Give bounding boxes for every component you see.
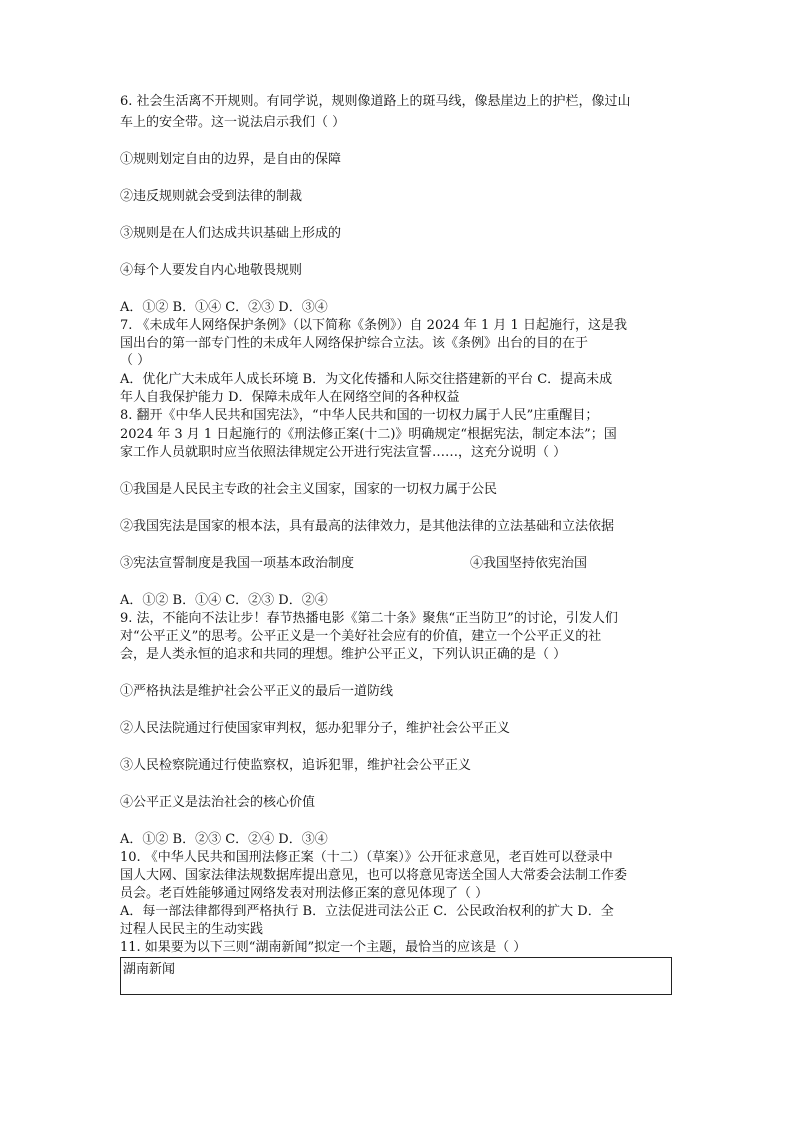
- q9-stem-line2: 对“公平正义”的思考。公平正义是一个美好社会应有的价值，建立一个公平正义的社: [120, 629, 602, 644]
- q9-option-1: ①严格执法是维护社会公平正义的最后一道防线: [120, 684, 394, 699]
- q10-stem-line2: 国人大网、国家法律法规数据库提出意见，也可以将意见寄送全国人大常委会法制工作委: [120, 868, 628, 883]
- q6-choices: A．①② B．①④ C．②③ D．③④: [120, 300, 328, 315]
- q8-choices: A．①② B．①④ C．②③ D．②④: [120, 593, 328, 608]
- q9-option-3: ③人民检察院通过行使监察权，追诉犯罪，维护社会公平正义: [120, 758, 472, 773]
- q6-option-2: ②违反规则就会受到法律的制裁: [120, 189, 303, 204]
- q7-stem-line1: 7. 《未成年人网络保护条例》（以下简称《条例》）自 2024 年 1 月 1 日起施行，这是我: [120, 318, 627, 333]
- q8-stem-line3: 家工作人员就职时应当依照法律规定公开进行宪法宣誓……，这充分说明（ ）: [120, 445, 567, 460]
- q7-stem-line3: （ ）: [120, 353, 151, 368]
- q6-stem-line2: 车上的安全带。这一说法启示我们（ ）: [120, 115, 346, 130]
- q7-choices-line2: 年人自我保护能力 D．保障未成年人在网络空间的各种权益: [120, 390, 460, 405]
- q10-choices-line1: A．每一部法律都得到严格执行 B．立法促进司法公正 C．公民政治权利的扩大 D．全: [120, 904, 614, 919]
- q6-option-4: ④每个人要发自内心地敬畏规则: [120, 263, 303, 278]
- q6-option-1: ①规则划定自由的边界，是自由的保障: [120, 152, 342, 167]
- hunan-news-box-title: 湖南新闻: [123, 962, 176, 977]
- q8-option-2: ②我国宪法是国家的根本法，具有最高的法律效力，是其他法律的立法基础和立法依据: [120, 519, 615, 534]
- q9-option-4: ④公平正义是法治社会的核心价值: [120, 795, 316, 810]
- q6-option-3: ③规则是在人们达成共识基础上形成的: [120, 226, 342, 241]
- q8-option-4: ④我国坚持依宪治国: [470, 556, 588, 571]
- q8-stem-line2: 2024 年 3 月 1 日起施行的《刑法修正案(十二)》明确规定“根据宪法，制定本法”；国: [120, 427, 617, 442]
- q6-stem-line1: 6. 社会生活离不开规则。有同学说，规则像道路上的斑马线，像悬崖边上的护栏，像过山: [120, 94, 631, 109]
- q9-stem-line1: 9. 法，不能向不法让步！春节热播电影《第二十条》聚焦“正当防卫”的讨论，引发人们: [120, 611, 618, 626]
- q8-stem-line1: 8. 翻开《中华人民共和国宪法》，“中华人民共和国的一切权力属于人民”庄重醒目；: [120, 408, 599, 423]
- q9-choices: A．①② B．②③ C．②④ D．③④: [120, 832, 328, 847]
- q10-stem-line1: 10. 《中华人民共和国刑法修正案（十二）（草案）》公开征求意见，老百姓可以登录中: [120, 850, 613, 865]
- q7-stem-line2: 国出台的第一部专门性的未成年人网络保护综合立法。该《条例》出台的目的在于: [120, 336, 589, 351]
- q11-stem-line1: 11. 如果要为以下三则“湖南新闻”拟定一个主题，最恰当的应该是（ ）: [120, 940, 527, 955]
- q9-option-2: ②人民法院通过行使国家审判权，惩办犯罪分子，维护社会公平正义: [120, 721, 511, 736]
- q9-stem-line3: 会，是人类永恒的追求和共同的理想。维护公平正义，下列认识正确的是（ ）: [120, 647, 567, 662]
- q8-option-3: ③宪法宣誓制度是我国一项基本政治制度: [120, 556, 355, 571]
- q10-choices-line2: 过程人民民主的生动实践: [120, 922, 264, 937]
- q7-choices-line1: A．优化广大未成年人成长环境 B．为文化传播和人际交往搭建新的平台 C．提高未成: [120, 372, 613, 387]
- q10-stem-line3: 员会。老百姓能够通过网络发表对刑法修正案的意见体现了（ ）: [120, 886, 489, 901]
- q8-option-1: ①我国是人民民主专政的社会主义国家，国家的一切权力属于公民: [120, 482, 498, 497]
- hunan-news-box: [120, 957, 672, 995]
